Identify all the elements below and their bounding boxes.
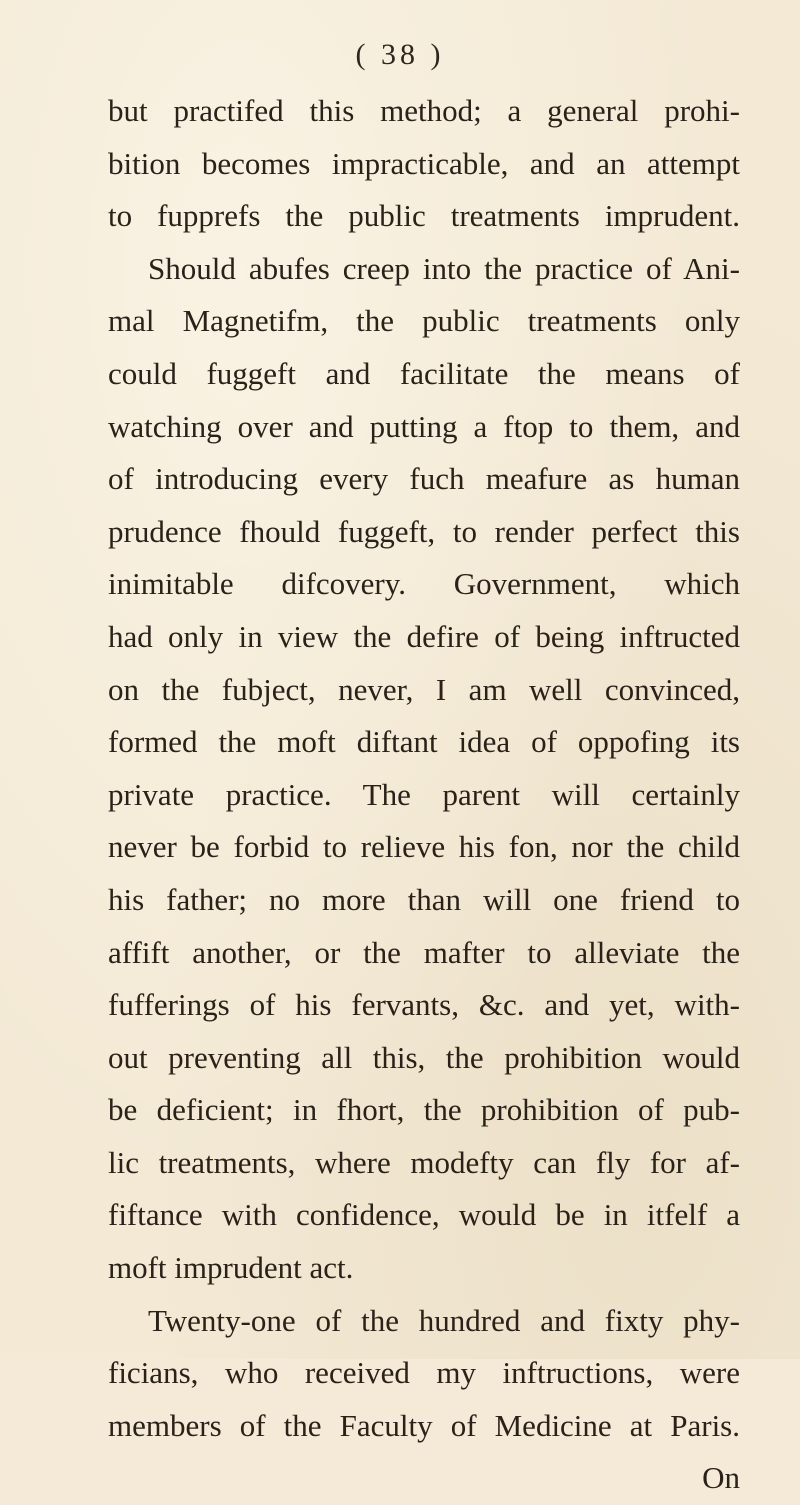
text-line: fiftance with confidence, would be in itfelf a <box>108 1197 740 1233</box>
body-text <box>108 85 740 1505</box>
text-line: his father; no more than will one friend to <box>108 881 740 917</box>
text-line: affift another, or the mafter to alleviate the <box>108 934 740 970</box>
text-line: bition becomes impracticable, and an attempt <box>108 145 740 181</box>
text-line: to fupprefs the public treatments imprudent. <box>108 198 740 234</box>
text-line: formed the moft diftant idea of oppofing its <box>108 724 740 760</box>
page-number: ( 38 ) <box>355 38 445 71</box>
text-line: never be forbid to relieve his fon, nor the child <box>108 829 740 865</box>
text-line: could fuggeft and facilitate the means of <box>108 355 740 391</box>
text-line: lic treatments, where modefty can fly for af- <box>108 1144 740 1180</box>
text-line: members of the Faculty of Medicine at Paris. <box>108 1407 740 1443</box>
text-line: mal Magnetifm, the public treatments only <box>108 303 740 339</box>
catchword: On <box>702 1460 740 1496</box>
paragraph-start-line: Twenty-one of the hundred and fixty phy- <box>148 1302 740 1338</box>
text-line: inimitable difcovery. Government, which <box>108 566 740 602</box>
text-line: fufferings of his fervants, &c. and yet, with- <box>108 987 740 1023</box>
paragraph-end-line: moft imprudent act. <box>108 1250 354 1286</box>
text-line: be deficient; in fhort, the prohibition of pub- <box>108 1092 740 1128</box>
text-line: prudence fhould fuggeft, to render perfect this <box>108 513 740 549</box>
text-line: watching over and putting a ftop to them, and <box>108 408 740 444</box>
text-line: private practice. The parent will certainly <box>108 776 740 812</box>
text-line: on the fubject, never, I am well convinced, <box>108 671 740 707</box>
text-line: ficians, who received my inftructions, were <box>108 1355 740 1391</box>
text-line: out preventing all this, the prohibition would <box>108 1039 740 1075</box>
text-line: but practifed this method; a general prohi- <box>108 93 740 128</box>
text-line: had only in view the defire of being inftructed <box>108 618 740 654</box>
text-line: of introducing every fuch meafure as human <box>108 461 740 497</box>
paragraph-start-line: Should abufes creep into the practice of Ani- <box>148 250 740 286</box>
